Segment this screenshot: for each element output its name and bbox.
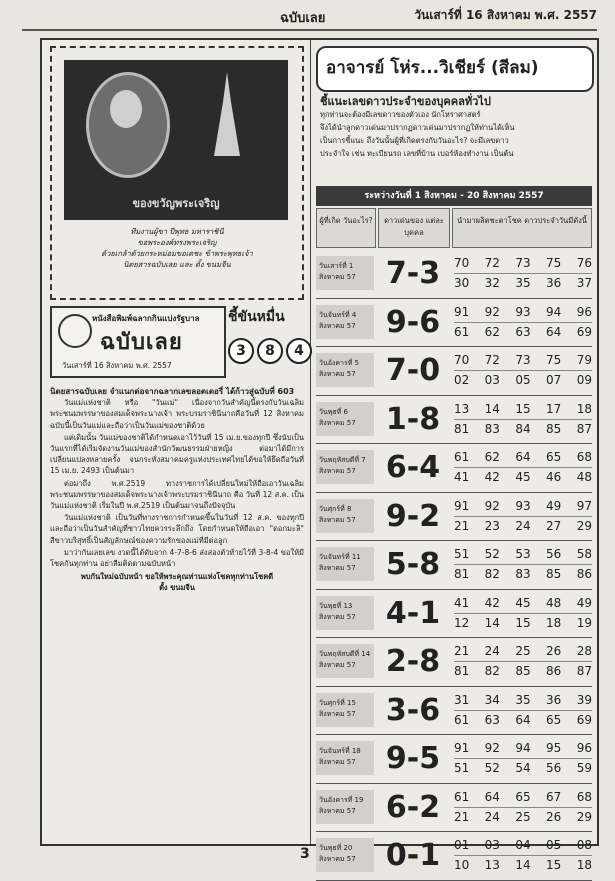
number-line [454,254,592,274]
intro-line: จึงได้นำลูกดาวเด่นมาปรากฏดาวเด่นมาปรากฏให้ท่านได้เห็น [320,123,515,132]
row-day: วันศุกร์ที่ 8 สิงหาคม 57 [316,499,374,533]
lucky-number: 85 [546,421,562,436]
header-brand: ฉบับเลย [280,11,326,26]
row-day: วันศุกร์ที่ 15 สิงหาคม 57 [316,693,374,727]
lucky-ball: 3 [228,338,254,364]
row-day: วันจันทร์ที่ 4 สิงหาคม 57 [316,305,374,339]
lucky-number: 86 [576,567,592,581]
lucky-number: 52 [484,547,500,561]
number-line [454,642,592,662]
lucky-number: 91 [454,741,470,755]
lucky-number: 56 [546,761,562,775]
lucky-number: 42 [484,470,500,484]
lucky-number: 63 [484,712,500,727]
credit-line: ทีมงานผู้ขา ปีพุทธ มหาราชินี [130,227,224,236]
number-line [454,759,592,778]
lucky-number: 62 [484,324,500,339]
logo-date: วันเสาร์ที่ 16 สิงหาคม พ.ศ. 2557 [62,361,172,370]
lucky-number: 58 [576,547,592,561]
number-line [454,691,592,711]
row-numbers [454,303,592,342]
article-paragraph: มาว่ากันเลยเลข งวดนี้ได้ดับจาก 4-7-8-6 ส่งสองตัวท้ายไว้ที่ 3-8-4 ขอให้มีโชคกันทุกท่าน อย่าลืมติดตามฉบับหน้า [50,547,304,569]
lucky-number: 01 [454,838,470,852]
logo-org: หนังสือพิมพ์ฉลากกินแบ่งรัฐบาล [92,314,200,323]
row-star-number: 7-0 [385,353,441,388]
lucky-number: 13 [454,401,470,416]
table-header [316,208,592,248]
lucky-number: 35 [515,692,531,707]
table-row [316,784,592,833]
lucky-number: 54 [515,761,531,775]
number-line [454,420,592,439]
lucky-number: 75 [546,353,562,367]
intro-line: ประจำใจ เช่น ทะเบียนรถ เลขที่บ้าน เบอร์ห้องทำงาน เป็นต้น [320,149,514,158]
lucky-number: 65 [546,450,562,464]
lucky-number: 92 [484,304,500,319]
lucky-number: 05 [546,838,562,852]
lucky-number: 26 [546,644,562,658]
number-line [454,274,592,293]
lucky-number: 18 [546,615,562,630]
lucky-number: 97 [576,498,592,513]
lucky-number: 24 [484,644,500,658]
lucky-number: 75 [546,256,562,270]
row-numbers [454,642,592,681]
number-line [454,323,592,342]
left-column [42,40,311,844]
table-row [316,347,592,396]
row-numbers [454,788,592,827]
article-footer: พบกันใหม่ฉบับหน้า ขอให้พระคุณท่านแห่งโชคทุกท่านโชคดี [80,572,274,582]
row-numbers [454,497,592,536]
lucky-number: 26 [546,809,562,824]
row-star-number: 5-8 [385,547,441,582]
photo-caption: ของขวัญพระเจริญ [132,197,220,210]
table-row [316,250,592,299]
table-row [316,687,592,736]
lucky-number: 31 [454,692,470,707]
lucky-number: 72 [484,256,500,270]
row-day: วันจันทร์ที่ 18 สิงหาคม 57 [316,741,374,775]
number-line [454,468,592,487]
row-day: วันพุธที่ 13 สิงหาคม 57 [316,596,374,630]
lucky-number: 70 [454,353,470,367]
lucky-number: 69 [576,712,592,727]
lucky-number: 15 [546,858,562,872]
lucky-number-table [316,250,592,881]
lucky-number: 29 [576,809,592,824]
lucky-number: 21 [454,518,470,533]
emblem-icon [58,314,92,348]
spire-icon [214,72,240,156]
article-signature: ตั้ง ขนมจีน [159,583,195,593]
lucky-number: 14 [484,401,500,416]
lucky-number: 62 [484,450,500,464]
lucky-number: 52 [484,761,500,775]
number-line [454,351,592,371]
credit-line: ขอพระองค์ทรงพระเจริญ [137,238,217,247]
article-paragraph: วันแม่แห่งชาติ หรือ "วันแม่" เนื่องจากวันสำคัญนี้ตรงกับวันเฉลิมพระชนมพรรษาของสมเด็จพระนางเจ้า พระบรมราชินีนาถคือวันที่ 12 สิงหาคม ฉบับนี้เป็นวันแม่และถือว่าเป็นวันแม่ของชาติด้วย [50,398,304,430]
number-line [454,662,592,681]
number-line [454,497,592,517]
lucky-number: 07 [546,373,562,387]
row-numbers [454,836,592,875]
page-number: 3 [300,846,310,862]
lucky-number: 21 [454,644,470,658]
lucky-number: 56 [546,547,562,561]
lucky-number: 64 [515,712,531,727]
row-day: วันอังคารที่ 5 สิงหาคม 57 [316,353,374,387]
lucky-number: 12 [454,615,470,630]
header-date: วันเสาร์ที่ 16 สิงหาคม พ.ศ. 2557 [414,8,597,22]
row-day: วันพฤหัสบดีที่ 7 สิงหาคม 57 [316,450,374,484]
lucky-number: 61 [454,789,470,804]
lucky-number: 73 [515,256,531,270]
row-star-number: 9-5 [385,741,441,776]
lucky-number: 85 [546,567,562,581]
article-heading: นิตยสารฉบับเลย จำแนกต่อจากฉลากเลขลอตเตอรี่ ได้ก้าวสู่ฉบับที่ 603 [50,387,295,396]
number-line [454,448,592,468]
lucky-number: 48 [546,595,562,610]
lucky-number: 91 [454,498,470,513]
lucky-number: 09 [576,373,592,387]
table-row [316,735,592,784]
lucky-number: 17 [546,401,562,416]
lucky-number: 76 [576,256,592,270]
number-line [454,788,592,808]
lucky-number: 68 [576,789,592,804]
lucky-number: 68 [576,450,592,464]
number-line [454,808,592,827]
lucky-number: 63 [515,324,531,339]
lucky-number: 08 [576,838,592,852]
article-paragraph: วันแม่แห่งชาติ เป็นวันที่ทางราชการกำหนดขึ้นในวันที่ 12 ส.ค. ของทุกปี และถือว่าเป็นวันสำคัญที่ชาวไทยควรระลึกถึง โดยกำหนดให้ถือเอา "ดอกมะลิ" สีขาวบริสุทธิ์เป็นสัญลักษณ์ของความรักของแม่ที่มีต่อลูก [50,513,304,545]
row-numbers [454,594,592,633]
lucky-number: 18 [576,858,592,872]
lucky-number: 42 [484,595,500,610]
row-numbers [454,691,592,730]
lucky-number: 96 [576,304,592,319]
lucky-number: 87 [576,664,592,678]
lucky-number: 41 [454,470,470,484]
lucky-number: 51 [454,761,470,775]
number-line [454,711,592,730]
right-column [312,40,597,873]
lucky-number: 67 [546,789,562,804]
lucky-number: 72 [484,353,500,367]
number-line [454,836,592,856]
row-star-number: 7-3 [385,256,441,291]
credit-line: นิตยสารฉบับเลย และ ตั้ง ขนมจีน [123,260,231,269]
lucky-number: 84 [515,421,531,436]
number-line [454,565,592,584]
lucky-number: 64 [484,789,500,804]
row-star-number: 0-1 [385,838,441,873]
lucky-number: 92 [484,498,500,513]
badge-title: ชี้ขันหมื่น [228,309,285,325]
lucky-ball: 4 [286,338,312,364]
row-star-number: 6-2 [385,789,441,825]
lucky-number: 87 [576,421,592,436]
row-day: วันอังคารที่ 19 สิงหาคม 57 [316,790,374,824]
lucky-number: 25 [515,809,531,824]
number-line [454,614,592,633]
lucky-number: 83 [484,421,500,436]
credit-line: ด้วยเกล้าด้วยกระหม่อมขอเดชะ ข้าพระพุทธเจ้า [101,249,253,258]
number-line [454,594,592,614]
lucky-number: 93 [515,304,531,319]
column-header-day: ผู้ที่เกิด วันอะไร? [316,208,376,248]
lucky-number: 15 [515,615,531,630]
table-row [316,832,592,881]
lucky-number: 19 [576,615,592,630]
table-row [316,299,592,348]
lucky-number: 86 [546,664,562,678]
number-line [454,856,592,875]
lucky-number: 82 [484,567,500,581]
lucky-number: 03 [484,838,500,852]
lucky-number: 04 [515,838,531,852]
row-star-number: 9-6 [385,304,441,340]
logo-name: ฉบับเลย [100,330,183,355]
lucky-number: 34 [484,692,500,707]
lucky-number: 23 [484,518,500,533]
row-star-number: 3-6 [385,692,441,728]
lucky-number: 70 [454,256,470,270]
editorial-article [50,386,304,594]
lucky-number: 45 [515,470,531,484]
lucky-number: 64 [546,324,562,339]
lucky-number: 81 [454,421,470,436]
row-star-number: 2-8 [385,644,441,679]
lucky-number: 46 [546,470,562,484]
column-header-star: ดาวเด่นของ แต่ละบุคคล [378,208,450,248]
lucky-number: 36 [546,692,562,707]
lucky-number: 25 [515,644,531,658]
lucky-number: 15 [515,401,531,416]
lucky-number: 93 [515,498,531,513]
page-frame [40,38,599,873]
lucky-number: 96 [576,741,592,755]
number-line [454,517,592,536]
row-numbers [454,351,592,390]
table-row [316,590,592,639]
lucky-number: 49 [576,595,592,610]
article-paragraph: แต่เดิมนั้น วันแม่ของชาติได้กำหนดเอาไว้วันที่ 15 เม.ย.ของทุกปี ซึ่งนับเป็นวันแรกที่ได้เริ่มจัดงานวันแม่ของสำนักวัฒนธรรมฝ่ายหญิง ต่อมาได้มีการเปลี่ยนแปลงหลายครั้ง จนกระทั่งสมาคมครูแห่งประเทศไทยได้ขอให้ยึดถือวันที่ 15 เม.ย. 2493 เป็นต้นมา [50,432,304,476]
table-row [316,396,592,445]
lucky-number: 48 [576,470,592,484]
lucky-number: 83 [515,567,531,581]
row-numbers [454,448,592,487]
number-line [454,400,592,420]
number-line [454,371,592,390]
lucky-number: 81 [454,567,470,581]
lucky-number: 02 [454,373,470,387]
row-star-number: 4-1 [385,595,441,631]
lucky-number: 21 [454,809,470,824]
astrologer-title-box [316,46,594,92]
row-day: วันจันทร์ที่ 11 สิงหาคม 57 [316,547,374,581]
lucky-number: 45 [515,595,531,610]
lucky-number: 49 [546,498,562,513]
row-star-number: 9-2 [385,498,441,534]
lucky-number: 32 [484,276,500,290]
lucky-balls [228,338,312,364]
lucky-number: 18 [576,401,592,416]
lucky-number: 37 [576,276,592,290]
table-row [316,541,592,590]
table-row [316,444,592,493]
row-numbers [454,254,592,293]
lucky-number: 73 [515,353,531,367]
lucky-number: 61 [454,324,470,339]
lucky-number: 95 [546,741,562,755]
lucky-number: 51 [454,547,470,561]
lucky-number: 35 [515,276,531,290]
number-line [454,739,592,759]
intro-line: ทุกท่านจะต้องมีเลขดาวของตัวเอง นักโหราศาสตร์ [320,110,481,119]
number-line [454,303,592,323]
row-star-number: 1-8 [385,401,441,437]
lucky-number: 14 [515,858,531,872]
period-banner: ระหว่างวันที่ 1 สิงหาคม - 20 สิงหาคม 2557 [316,186,592,206]
row-day: วันพฤหัสบดีที่ 14 สิงหาคม 57 [316,644,374,678]
lucky-number: 81 [454,664,470,678]
tribute-box [50,46,304,300]
lucky-number: 05 [515,373,531,387]
row-numbers [454,739,592,778]
lucky-number: 61 [454,712,470,727]
lucky-number: 91 [454,304,470,319]
lucky-number: 03 [484,373,500,387]
lucky-number: 14 [484,615,500,630]
lucky-number: 10 [454,858,470,872]
header-rule [22,29,597,31]
lucky-number: 65 [515,789,531,804]
lucky-number: 59 [576,761,592,775]
lucky-number: 27 [546,518,562,533]
page-header [0,0,615,32]
lucky-number: 85 [515,664,531,678]
lucky-number: 28 [576,644,592,658]
lucky-number: 41 [454,595,470,610]
astrologer-title: อาจารย์ โห่ร...วิเชียร์ (สีลม) [326,58,539,78]
lucky-number: 39 [576,692,592,707]
queen-photo [64,60,288,220]
lucky-ball: 8 [257,338,283,364]
column-header-numbers: นำมาผลิตชะตาโชค ดาวประจำวันมีดังนี้ [452,208,592,248]
lucky-number: 82 [484,664,500,678]
lucky-number: 94 [546,304,562,319]
row-day: วันพุธที่ 6 สิงหาคม 57 [316,402,374,436]
section-subtitle: ชี้แนะเลขดาวประจำของบุคคลทั่วไป [320,95,491,108]
number-line [454,545,592,565]
intro-line: เป็นการชี้แนะ ถึงวันนั้นผู้ที่เกิดตรงกับวันอะไร? จะมีเลขดาว [320,136,509,145]
lucky-number: 24 [515,518,531,533]
lucky-number: 53 [515,547,531,561]
lucky-number-badge [226,306,304,374]
lucky-number: 64 [515,450,531,464]
lucky-number: 65 [546,712,562,727]
table-row [316,493,592,542]
lucky-number: 79 [576,353,592,367]
tribute-credits [66,226,288,270]
row-star-number: 6-4 [385,450,441,485]
row-numbers [454,400,592,439]
portrait-face [110,90,142,128]
lucky-number: 24 [484,809,500,824]
row-numbers [454,545,592,584]
magazine-logo [50,306,226,378]
lucky-number: 30 [454,276,470,290]
lucky-number: 69 [576,324,592,339]
table-row [316,638,592,687]
lucky-number: 36 [546,276,562,290]
lucky-number: 13 [484,858,500,872]
article-paragraph: ต่อมาถึง พ.ศ.2519 ทางราชการได้เปลี่ยนใหม่ให้ถือเอาวันเฉลิมพระชนมพรรษาของสมเด็จพระนางเจ้าพระบรมราชินีนาถ คือ วันที่ 12 ส.ค. เป็นวันแม่แห่งชาติ เริ่มในปี พ.ศ.2519 เป็นต้นมาจนถึงปัจจุบัน [50,478,304,511]
lucky-number: 29 [576,518,592,533]
lucky-number: 92 [484,741,500,755]
lucky-number: 61 [454,450,470,464]
lucky-number: 94 [515,741,531,755]
row-day: วันเสาร์ที่ 1 สิงหาคม 57 [316,256,374,290]
intro-text [320,108,588,160]
row-day: วันพุธที่ 20 สิงหาคม 57 [316,838,374,872]
